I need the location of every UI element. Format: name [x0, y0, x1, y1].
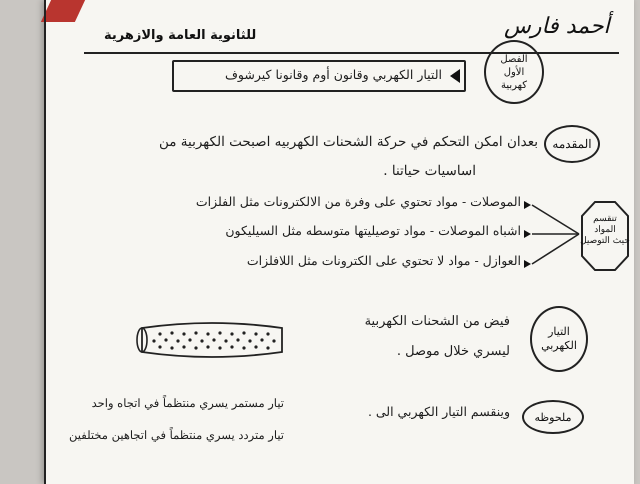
current-type-alternating: تيار متردد يسري منتظماً في اتجاهين مختلفين: [69, 428, 284, 442]
current-label: [541, 325, 577, 353]
intro-label: المقدمه: [552, 137, 592, 151]
material-item-semiconductors: اشباه الموصلات - مواد توصيليتها متوسطه مثل السيليكون: [225, 223, 521, 238]
chapter-line-3: كهربية: [500, 79, 528, 91]
intro-line-2: اساسيات حياتنا .: [383, 163, 476, 179]
current-line-1: فيض من الشحنات الكهربية: [364, 314, 510, 329]
bullet-icon: [524, 230, 531, 238]
bullet-icon: [524, 201, 531, 209]
header-school-label: للثانوية العامة والازهرية: [104, 28, 257, 43]
current-label-line-1: التيار: [548, 325, 570, 338]
material-item-insulators: العوازل - مواد لا تحتوي على الكترونات مثل اللافلزات: [246, 253, 521, 268]
notebook-page: [44, 0, 634, 484]
note-badge: [522, 400, 584, 434]
current-type-direct: تيار مستمر يسري منتظماً في اتجاه واحد: [91, 396, 284, 410]
materials-label-line-3: حيث التوصيل: [580, 236, 630, 246]
current-badge: [530, 306, 588, 372]
brand-signature: أحمد فارس: [504, 14, 610, 39]
note-text: وينقسم التيار الكهربي الى .: [367, 404, 510, 419]
current-line-2: ليسري خلال موصل .: [396, 344, 510, 359]
intro-line-1: بعدان امكن التحكم في حركة الشحنات الكهربيه اصبحت الكهربية من: [158, 134, 538, 150]
material-item-conductors: الموصلات - مواد تحتوي على وفرة من الالكترونات مثل الفلزات: [195, 194, 521, 209]
chapter-line-1: الفصل: [500, 53, 528, 65]
lesson-title: التيار الكهربي وقانون أوم وقانونا كيرشوف: [224, 67, 442, 82]
current-label-line-2: الكهربي: [541, 339, 577, 352]
bullet-icon: [524, 260, 531, 268]
chapter-line-2: الأول: [503, 66, 525, 78]
materials-label-line-1: تنقسم: [593, 214, 617, 224]
note-label: ملحوظه: [534, 410, 572, 424]
materials-label-line-2: المواد: [594, 225, 616, 235]
wire-illustration: [132, 318, 292, 362]
